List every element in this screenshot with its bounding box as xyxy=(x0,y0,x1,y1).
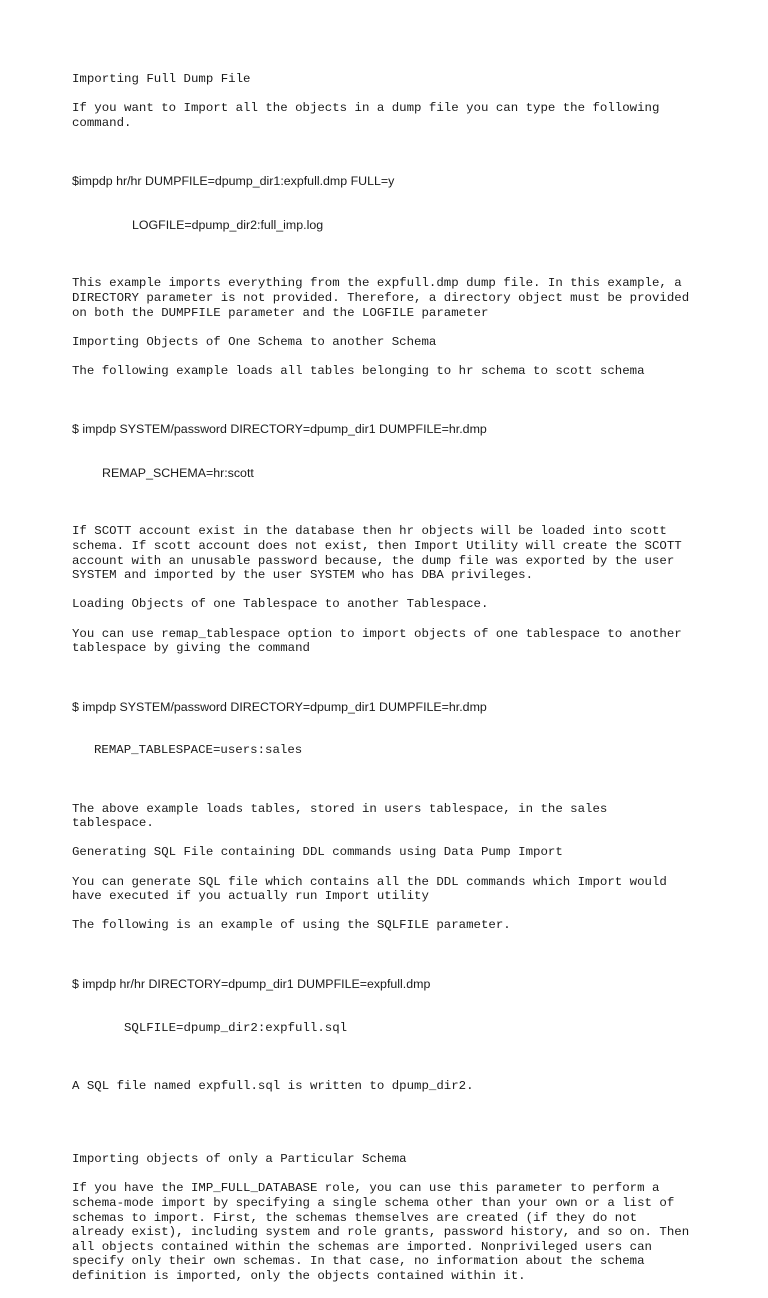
code-line: LOGFILE=dpump_dir2:full_imp.log xyxy=(132,217,324,232)
code-block xyxy=(72,948,732,1065)
code-line: $ impdp SYSTEM/password DIRECTORY=dpump_dir1 DUMPFILE=hr.dmp xyxy=(72,422,487,437)
paragraph: This example imports everything from the expfull.dmp dump file. In this example, a DIRECTORY parameter is not provided. Therefore, a directory object must be provided on both the DUMPFILE parameter and the LOGFILE parameter xyxy=(72,276,690,320)
code-line: REMAP_SCHEMA=hr:scott xyxy=(102,466,254,481)
paragraph: You can use remap_tablespace option to import objects of one tablespace to another tablespace by giving the command xyxy=(72,626,682,656)
code-line: REMAP_TABLESPACE=users:sales xyxy=(94,743,303,758)
spacer xyxy=(72,1108,732,1152)
paragraph: If you want to Import all the objects in a dump file you can type the following command. xyxy=(72,101,660,130)
code-line: SQLFILE=dpump_dir2:expfull.sql xyxy=(124,1020,348,1035)
section-heading: Importing Full Dump File xyxy=(72,72,251,86)
paragraph: The following is an example of using the SQLFILE parameter. xyxy=(72,918,511,933)
code-line: $ impdp SYSTEM/password DIRECTORY=dpump_dir1 DUMPFILE=hr.dmp xyxy=(72,699,487,714)
paragraph: A SQL file named expfull.sql is written to dpump_dir2. xyxy=(72,1078,474,1093)
paragraph: The following example loads all tables belonging to hr schema to scott schema xyxy=(72,363,645,378)
section-heading: Importing Objects of One Schema to another Schema xyxy=(72,334,437,349)
code-block xyxy=(72,393,732,510)
paragraph: If SCOTT account exist in the database then hr objects will be loaded into scott schema. If scott account does not exist, then Import Utility will create the SCOTT account with an unusable password because, the dump file was exported by the user SYSTEM and imported by the user SYSTEM who has DBA privileges. xyxy=(72,524,682,583)
section-heading: Loading Objects of one Tablespace to another Tablespace. xyxy=(72,597,489,612)
document-page xyxy=(72,72,732,1298)
code-line: $ impdp hr/hr DIRECTORY=dpump_dir1 DUMPFILE=expfull.dmp xyxy=(72,976,431,991)
code-block xyxy=(72,670,732,787)
paragraph: You can generate SQL file which contains all the DDL commands which Import would have executed if you actually run Import utility xyxy=(72,874,667,904)
code-block xyxy=(72,145,732,262)
section-heading: Generating SQL File containing DDL commands using Data Pump Import xyxy=(72,845,563,860)
paragraph: If you have the IMP_FULL_DATABASE role, you can use this parameter to perform a schema-mode import by specifying a single schema other than your own or a list of schemas to import. First, the schemas themselves are created (if they do not already exist), including system and role grants, password history, and so on. Then all objects contained within the schemas are imported. Nonprivileged users can specify only their own schemas. In that case, no information about the schema definition is imported, only the objects contained within it. xyxy=(72,1181,690,1283)
section-heading: Importing objects of only a Particular Schema xyxy=(72,1152,407,1167)
code-line: $impdp hr/hr DUMPFILE=dpump_dir1:expfull.dmp FULL=y xyxy=(72,174,395,189)
paragraph: The above example loads tables, stored in users tablespace, in the sales tablespace. xyxy=(72,801,608,831)
